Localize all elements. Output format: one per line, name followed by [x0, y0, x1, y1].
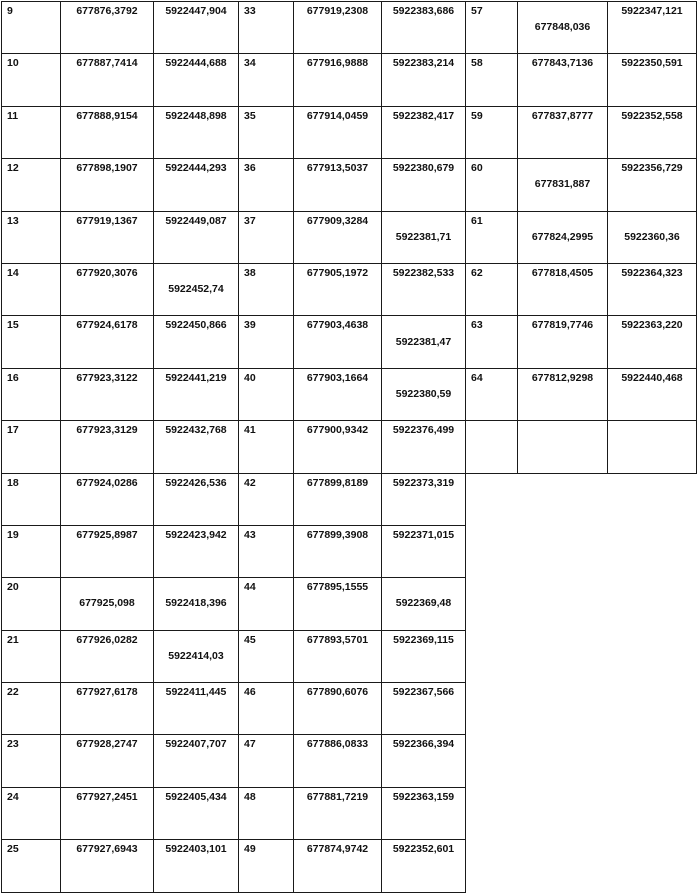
point-number: 13 — [2, 211, 61, 263]
point-number: 9 — [2, 2, 61, 54]
x-coordinate: 677898,1907 — [61, 159, 154, 211]
table-row — [239, 263, 466, 315]
point-number: 33 — [239, 2, 294, 54]
x-coordinate: 677927,6943 — [61, 840, 154, 892]
point-number: 59 — [466, 106, 518, 158]
x-coordinate: 677914,0459 — [294, 106, 382, 158]
point-number: 38 — [239, 263, 294, 315]
y-coordinate: 5922382,417 — [382, 106, 466, 158]
y-coordinate: 5922381,47 — [382, 316, 466, 368]
y-coordinate: 5922363,220 — [608, 316, 697, 368]
y-coordinate: 5922426,536 — [154, 473, 239, 525]
point-number: 41 — [239, 421, 294, 473]
table-row — [466, 368, 697, 420]
y-coordinate: 5922352,558 — [608, 106, 697, 158]
x-coordinate: 677926,0282 — [61, 630, 154, 682]
x-coordinate: 677895,1555 — [294, 578, 382, 630]
y-coordinate: 5922383,686 — [382, 2, 466, 54]
x-coordinate: 677818,4505 — [518, 263, 608, 315]
table-row — [2, 840, 239, 892]
y-coordinate: 5922369,48 — [382, 578, 466, 630]
table-row — [239, 54, 466, 106]
point-number: 24 — [2, 787, 61, 839]
table-row — [2, 421, 239, 473]
table-row — [466, 159, 697, 211]
point-number: 12 — [2, 159, 61, 211]
table-row — [239, 106, 466, 158]
point-number: 47 — [239, 735, 294, 787]
x-coordinate: 677927,6178 — [61, 683, 154, 735]
point-number: 57 — [466, 2, 518, 54]
x-coordinate: 677913,5037 — [294, 159, 382, 211]
point-number: 20 — [2, 578, 61, 630]
point-number: 64 — [466, 368, 518, 420]
point-number: 22 — [2, 683, 61, 735]
table-row — [2, 630, 239, 682]
x-coordinate: 677819,7746 — [518, 316, 608, 368]
table-row — [466, 421, 697, 473]
point-number: 16 — [2, 368, 61, 420]
x-coordinate: 677927,2451 — [61, 787, 154, 839]
table-row — [2, 368, 239, 420]
point-number: 34 — [239, 54, 294, 106]
point-number: 36 — [239, 159, 294, 211]
point-number: 46 — [239, 683, 294, 735]
y-coordinate: 5922382,533 — [382, 263, 466, 315]
x-coordinate: 677925,098 — [61, 578, 154, 630]
table-row — [2, 159, 239, 211]
point-number: 25 — [2, 840, 61, 892]
y-coordinate: 5922380,59 — [382, 368, 466, 420]
y-coordinate: 5922405,434 — [154, 787, 239, 839]
table-row — [2, 787, 239, 839]
x-coordinate: 677919,1367 — [61, 211, 154, 263]
table-row — [466, 2, 697, 54]
y-coordinate: 5922373,319 — [382, 473, 466, 525]
x-coordinate: 677874,9742 — [294, 840, 382, 892]
x-coordinate: 677919,2308 — [294, 2, 382, 54]
y-coordinate: 5922366,394 — [382, 735, 466, 787]
point-number: 11 — [2, 106, 61, 158]
table-row — [239, 421, 466, 473]
point-number: 21 — [2, 630, 61, 682]
x-coordinate: 677893,5701 — [294, 630, 382, 682]
x-coordinate: 677903,1664 — [294, 368, 382, 420]
x-coordinate: 677843,7136 — [518, 54, 608, 106]
table-row — [239, 630, 466, 682]
y-coordinate: 5922403,101 — [154, 840, 239, 892]
x-coordinate: 677924,6178 — [61, 316, 154, 368]
point-number: 35 — [239, 106, 294, 158]
x-coordinate: 677903,4638 — [294, 316, 382, 368]
x-coordinate: 677812,9298 — [518, 368, 608, 420]
table-row — [2, 683, 239, 735]
x-coordinate: 677923,3122 — [61, 368, 154, 420]
y-coordinate: 5922350,591 — [608, 54, 697, 106]
table-row — [2, 106, 239, 158]
x-coordinate: 677920,3076 — [61, 263, 154, 315]
y-coordinate: 5922367,566 — [382, 683, 466, 735]
x-coordinate: 677831,887 — [518, 159, 608, 211]
table-row — [466, 106, 697, 158]
x-coordinate: 677837,8777 — [518, 106, 608, 158]
point-number: 10 — [2, 54, 61, 106]
coordinates-table-2 — [238, 1, 466, 893]
point-number: 60 — [466, 159, 518, 211]
y-coordinate: 5922423,942 — [154, 525, 239, 577]
x-coordinate: 677899,8189 — [294, 473, 382, 525]
point-number: 44 — [239, 578, 294, 630]
table-row — [239, 211, 466, 263]
point-number: 23 — [2, 735, 61, 787]
point-number: 19 — [2, 525, 61, 577]
point-number: 15 — [2, 316, 61, 368]
y-coordinate: 5922383,214 — [382, 54, 466, 106]
x-coordinate: 677925,8987 — [61, 525, 154, 577]
table-row — [2, 54, 239, 106]
x-coordinate: 677923,3129 — [61, 421, 154, 473]
x-coordinate: 677899,3908 — [294, 525, 382, 577]
x-coordinate: 677824,2995 — [518, 211, 608, 263]
table-row — [2, 473, 239, 525]
y-coordinate: 5922381,71 — [382, 211, 466, 263]
y-coordinate: 5922447,904 — [154, 2, 239, 54]
x-coordinate: 677909,3284 — [294, 211, 382, 263]
x-coordinate: 677890,6076 — [294, 683, 382, 735]
y-coordinate: 5922376,499 — [382, 421, 466, 473]
table-row — [2, 735, 239, 787]
table-row — [466, 316, 697, 368]
x-coordinate: 677887,7414 — [61, 54, 154, 106]
y-coordinate: 5922369,115 — [382, 630, 466, 682]
table-row — [239, 787, 466, 839]
point-number: 49 — [239, 840, 294, 892]
point-number: 45 — [239, 630, 294, 682]
table-row — [466, 54, 697, 106]
table-row — [466, 263, 697, 315]
table-row — [239, 840, 466, 892]
y-coordinate: 5922347,121 — [608, 2, 697, 54]
table-row — [2, 525, 239, 577]
x-coordinate: 677888,9154 — [61, 106, 154, 158]
x-coordinate: 677900,9342 — [294, 421, 382, 473]
table-row — [2, 2, 239, 54]
y-coordinate: 5922444,293 — [154, 159, 239, 211]
y-coordinate: 5922444,688 — [154, 54, 239, 106]
coordinates-table-3 — [465, 1, 697, 474]
y-coordinate: 5922449,087 — [154, 211, 239, 263]
table-row — [239, 735, 466, 787]
table-row — [239, 578, 466, 630]
y-coordinate: 5922448,898 — [154, 106, 239, 158]
y-coordinate: 5922380,679 — [382, 159, 466, 211]
table-row — [2, 316, 239, 368]
x-coordinate: 677928,2747 — [61, 735, 154, 787]
x-coordinate: 677886,0833 — [294, 735, 382, 787]
table-row — [239, 525, 466, 577]
y-coordinate: 5922411,445 — [154, 683, 239, 735]
point-number: 40 — [239, 368, 294, 420]
table-row — [466, 211, 697, 263]
x-coordinate: 677924,0286 — [61, 473, 154, 525]
y-coordinate: 5922352,601 — [382, 840, 466, 892]
y-coordinate: 5922371,015 — [382, 525, 466, 577]
x-coordinate: 677905,1972 — [294, 263, 382, 315]
point-number — [466, 421, 518, 473]
y-coordinate: 5922364,323 — [608, 263, 697, 315]
x-coordinate: 677848,036 — [518, 2, 608, 54]
point-number: 39 — [239, 316, 294, 368]
y-coordinate: 5922450,866 — [154, 316, 239, 368]
point-number: 63 — [466, 316, 518, 368]
y-coordinate: 5922363,159 — [382, 787, 466, 839]
x-coordinate: 677916,9888 — [294, 54, 382, 106]
y-coordinate: 5922418,396 — [154, 578, 239, 630]
point-number: 61 — [466, 211, 518, 263]
point-number: 17 — [2, 421, 61, 473]
table-row — [239, 683, 466, 735]
x-coordinate — [518, 421, 608, 473]
y-coordinate: 5922414,03 — [154, 630, 239, 682]
y-coordinate — [608, 421, 697, 473]
point-number: 62 — [466, 263, 518, 315]
y-coordinate: 5922440,468 — [608, 368, 697, 420]
y-coordinate: 5922360,36 — [608, 211, 697, 263]
point-number: 18 — [2, 473, 61, 525]
table-row — [239, 316, 466, 368]
table-row — [2, 263, 239, 315]
point-number: 42 — [239, 473, 294, 525]
table-row — [2, 578, 239, 630]
y-coordinate: 5922356,729 — [608, 159, 697, 211]
point-number: 43 — [239, 525, 294, 577]
x-coordinate: 677876,3792 — [61, 2, 154, 54]
y-coordinate: 5922441,219 — [154, 368, 239, 420]
table-row — [239, 473, 466, 525]
point-number: 58 — [466, 54, 518, 106]
point-number: 14 — [2, 263, 61, 315]
table-row — [239, 159, 466, 211]
coordinates-table-1 — [1, 1, 239, 893]
y-coordinate: 5922432,768 — [154, 421, 239, 473]
x-coordinate: 677881,7219 — [294, 787, 382, 839]
y-coordinate: 5922452,74 — [154, 263, 239, 315]
point-number: 48 — [239, 787, 294, 839]
table-row — [239, 368, 466, 420]
point-number: 37 — [239, 211, 294, 263]
y-coordinate: 5922407,707 — [154, 735, 239, 787]
table-row — [239, 2, 466, 54]
table-row — [2, 211, 239, 263]
